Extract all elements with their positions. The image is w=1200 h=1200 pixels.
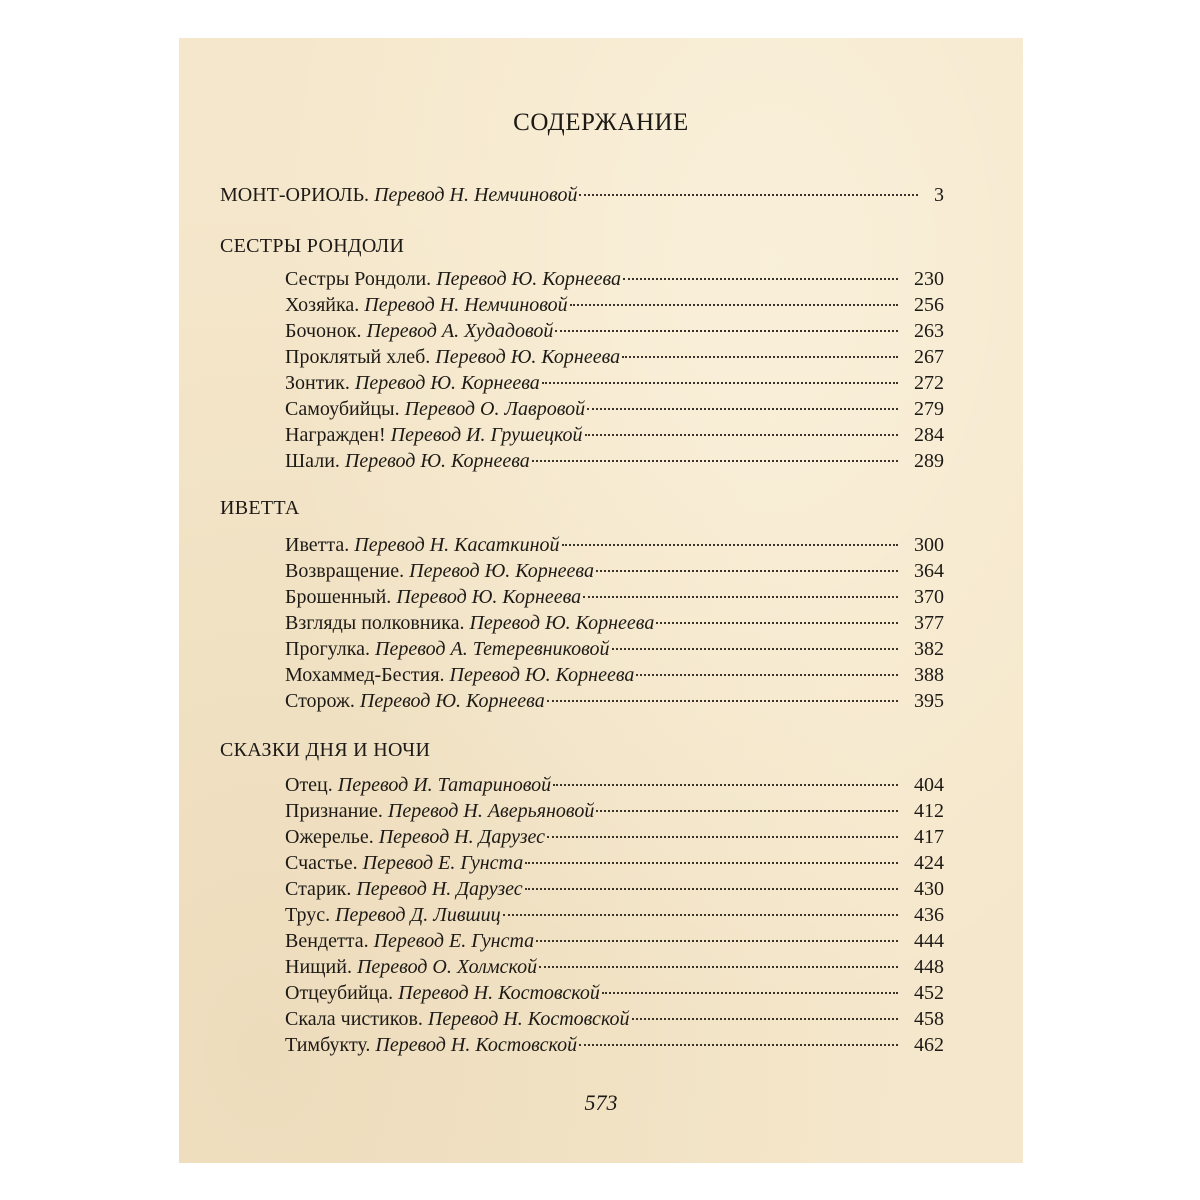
- entry-title: Возвращение.: [285, 560, 405, 582]
- toc-entry: [285, 449, 944, 473]
- entry-translator: Перевод Н. Немчиновой: [364, 294, 568, 316]
- entry-title: Брошенный.: [285, 586, 392, 608]
- dot-leader: [547, 836, 898, 838]
- entry-page: 430: [914, 878, 944, 900]
- toc-entry: [285, 689, 944, 713]
- entry-page: 412: [914, 800, 944, 822]
- entry-translator: Перевод Н. Костовской: [398, 982, 600, 1004]
- entry-title: Шали.: [285, 450, 340, 472]
- toc-entry: [285, 851, 944, 875]
- entry-translator: Перевод Е. Гунста: [373, 930, 535, 952]
- entry-page: 272: [914, 372, 944, 394]
- dot-leader: [536, 940, 898, 942]
- entry-translator: Перевод Ю. Корнеева: [409, 560, 594, 582]
- entry-page: 279: [914, 398, 944, 420]
- entry-translator: Перевод Н. Костовской: [427, 1008, 630, 1030]
- entry-page: 424: [914, 852, 944, 874]
- toc-entry: [285, 773, 944, 797]
- section-title: СЕСТРЫ РОНДОЛИ: [220, 235, 405, 257]
- page-title: СОДЕРЖАНИЕ: [513, 109, 689, 136]
- entry-translator: Перевод И. Татариновой: [337, 774, 552, 796]
- entry-translator: Перевод Н. Касаткиной: [354, 534, 560, 556]
- toc-entry: [285, 371, 944, 395]
- toc-entry: [285, 397, 944, 421]
- toc-entry: [285, 585, 944, 609]
- entry-page: 230: [914, 268, 944, 290]
- entry-page: 444: [914, 930, 944, 952]
- entry-page: 300: [914, 534, 944, 556]
- entry-translator: Перевод О. Холмской: [356, 956, 538, 978]
- entry-translator: Перевод Ю. Корнеева: [354, 372, 540, 394]
- entry-title: Мохаммед-Бестия.: [285, 664, 445, 686]
- dot-leader: [596, 570, 898, 572]
- toc-entry: [285, 929, 944, 953]
- entry-title: Проклятый хлеб.: [285, 346, 431, 368]
- toc-entry: [285, 611, 944, 635]
- entry-page: 382: [914, 638, 944, 660]
- entry-page: 3: [934, 184, 944, 206]
- entry-translator: Перевод Ю. Корнеева: [359, 690, 545, 712]
- entry-page: 377: [914, 612, 944, 634]
- entry-title: МОНТ-ОРИОЛЬ.: [220, 184, 370, 206]
- entry-page: 395: [914, 690, 944, 712]
- dot-leader: [579, 1044, 898, 1046]
- dot-leader: [532, 460, 898, 462]
- entry-page: 364: [914, 560, 944, 582]
- toc-entry: [285, 533, 944, 557]
- dot-leader: [503, 914, 898, 916]
- dot-leader: [587, 408, 898, 410]
- dot-leader: [579, 194, 918, 196]
- entry-title: Признание.: [285, 800, 383, 822]
- entry-page: 263: [914, 320, 944, 342]
- entry-translator: Перевод А. Тетеревниковой: [375, 638, 610, 660]
- dot-leader: [602, 992, 898, 994]
- entry-page: 267: [914, 346, 944, 368]
- entry-title: Бочонок.: [285, 320, 362, 342]
- toc-entry: [285, 267, 944, 291]
- entry-page: 448: [914, 956, 944, 978]
- dot-leader: [656, 622, 898, 624]
- toc-entry: [285, 637, 944, 661]
- entry-title: Трус.: [285, 904, 331, 926]
- dot-leader: [636, 674, 898, 676]
- entry-translator: Перевод И. Грушецкой: [390, 424, 583, 446]
- toc-entry: [285, 981, 944, 1005]
- dot-leader: [583, 596, 898, 598]
- entry-page: 458: [914, 1008, 944, 1030]
- entry-translator: Перевод Д. Лившиц: [335, 904, 501, 926]
- dot-leader: [585, 434, 898, 436]
- entry-translator: Перевод А. Худадовой: [366, 320, 554, 342]
- entry-translator: Перевод О. Лавровой: [404, 398, 586, 420]
- toc-entry: [285, 799, 944, 823]
- toc-entry: [285, 423, 944, 447]
- toc-entry: [285, 559, 944, 583]
- entry-translator: Перевод Ю. Корнеева: [344, 450, 530, 472]
- entry-title: Счастье.: [285, 852, 358, 874]
- entry-page: 388: [914, 664, 944, 686]
- entry-title: Иветта.: [285, 534, 350, 556]
- toc-entry: [285, 319, 944, 343]
- entry-page: 462: [914, 1034, 944, 1056]
- dot-leader: [555, 330, 898, 332]
- entry-page: 289: [914, 450, 944, 472]
- entry-translator: Перевод Ю. Корнеева: [435, 346, 621, 368]
- entry-title: Сестры Рондоли.: [285, 268, 432, 290]
- entry-page: 256: [914, 294, 944, 316]
- entry-translator: Перевод Н. Дарузес: [356, 878, 523, 900]
- entry-page: 436: [914, 904, 944, 926]
- entry-title: Скала чистиков.: [285, 1008, 423, 1030]
- dot-leader: [623, 278, 898, 280]
- dot-leader: [632, 1018, 898, 1020]
- dot-leader: [539, 966, 898, 968]
- entry-title: Прогулка.: [285, 638, 371, 660]
- toc-entry: [285, 663, 944, 687]
- entry-page: 370: [914, 586, 944, 608]
- entry-title: Вендетта.: [285, 930, 369, 952]
- entry-page: 452: [914, 982, 944, 1004]
- toc-entry: [285, 825, 944, 849]
- entry-translator: Перевод Н. Костовской: [375, 1034, 578, 1056]
- entry-translator: Перевод Ю. Корнеева: [469, 612, 655, 634]
- dot-leader: [547, 700, 898, 702]
- toc-entry: [285, 293, 944, 317]
- section-title: ИВЕТТА: [220, 497, 300, 519]
- entry-translator: Перевод Е. Гунста: [362, 852, 524, 874]
- entry-title: Отцеубийца.: [285, 982, 394, 1004]
- dot-leader: [562, 544, 898, 546]
- entry-translator: Перевод Ю. Корнеева: [449, 664, 635, 686]
- entry-title: Тимбукту.: [285, 1034, 371, 1056]
- section-title: СКАЗКИ ДНЯ И НОЧИ: [220, 739, 431, 761]
- entry-page: 404: [914, 774, 944, 796]
- entry-title: Старик.: [285, 878, 352, 900]
- book-page: [179, 38, 1023, 1163]
- toc-entry: [285, 1007, 944, 1031]
- entry-title: Взгляды полковника.: [285, 612, 465, 634]
- dot-leader: [553, 784, 898, 786]
- entry-page: 284: [914, 424, 944, 446]
- entry-translator: Перевод Ю. Корнеева: [436, 268, 622, 290]
- entry-translator: Перевод Ю. Корнеева: [396, 586, 582, 608]
- toc-entry: [285, 877, 944, 901]
- entry-title: Самоубийцы.: [285, 398, 400, 420]
- dot-leader: [596, 810, 898, 812]
- dot-leader: [542, 382, 898, 384]
- entry-translator: Перевод Н. Немчиновой: [374, 184, 578, 206]
- entry-title: Ожерелье.: [285, 826, 374, 848]
- entry-title: Хозяйка.: [285, 294, 360, 316]
- dot-leader: [570, 304, 898, 306]
- entry-title: Отец.: [285, 774, 333, 796]
- entry-translator: Перевод Н. Аверьяновой: [387, 800, 595, 822]
- dot-leader: [622, 356, 898, 358]
- dot-leader: [612, 648, 898, 650]
- entry-title: Нищий.: [285, 956, 352, 978]
- toc-entry: [285, 955, 944, 979]
- entry-title: Зонтик.: [285, 372, 350, 394]
- dot-leader: [525, 862, 898, 864]
- toc-entry: [285, 345, 944, 369]
- toc-entry: [285, 1033, 944, 1057]
- page-number: 573: [584, 1090, 618, 1115]
- entry-translator: Перевод Н. Дарузес: [378, 826, 546, 848]
- toc-entry: [220, 183, 944, 207]
- entry-page: 417: [914, 826, 944, 848]
- entry-title: Награжден!: [285, 424, 386, 446]
- toc-entry: [285, 903, 944, 927]
- dot-leader: [525, 888, 898, 890]
- entry-title: Сторож.: [285, 690, 355, 712]
